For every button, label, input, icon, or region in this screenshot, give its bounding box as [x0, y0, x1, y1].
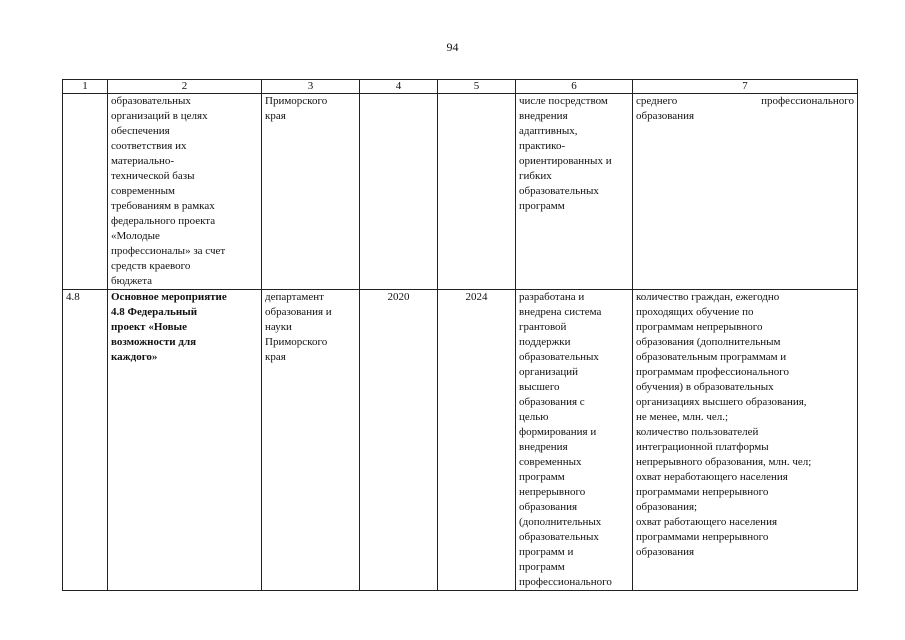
- text-line: образовательных: [519, 351, 599, 363]
- text-word: среднего: [636, 95, 678, 107]
- text-line: образовательных: [519, 531, 599, 543]
- text-line: «Молодые: [111, 230, 160, 242]
- text-line: департамент: [265, 291, 324, 303]
- measures-table: [62, 79, 858, 591]
- text-line: интеграционной платформы: [636, 441, 769, 453]
- text-line: профессионального: [519, 576, 612, 588]
- measure-name-cell: [108, 94, 262, 290]
- column-header: 4: [360, 80, 438, 94]
- text-word: профессионального: [761, 95, 854, 107]
- text-line: непрерывного образования, млн. чел;: [636, 456, 812, 468]
- text-line: адаптивных,: [519, 125, 578, 137]
- text-line: охват неработающего населения: [636, 471, 788, 483]
- column-number-row: [63, 80, 858, 94]
- text-line: бюджета: [111, 275, 153, 287]
- text-line: высшего: [519, 381, 560, 393]
- text-line: непрерывного: [519, 486, 586, 498]
- text-line: поддержки: [519, 336, 571, 348]
- text-line: программами непрерывного: [636, 486, 769, 498]
- text-line: программ: [519, 561, 565, 573]
- text-line: образовательных: [519, 185, 599, 197]
- text-line: средств краевого: [111, 260, 191, 272]
- text-line: ориентированных и: [519, 155, 612, 167]
- text-line: 4.8 Федеральный: [111, 306, 198, 318]
- text-line: программами непрерывного: [636, 531, 769, 543]
- text-line: разработана и: [519, 291, 585, 303]
- text-line: края: [265, 110, 286, 122]
- text-line: образовательным программам и: [636, 351, 787, 363]
- text-line: внедрения: [519, 110, 568, 122]
- text-line: организаций в целях: [111, 110, 208, 122]
- end-year-cell: 2024: [438, 290, 516, 591]
- text-line: современным: [111, 185, 175, 197]
- text-line: требованиям в рамках: [111, 200, 215, 212]
- column-header: 6: [516, 80, 633, 94]
- text-line: образования: [636, 110, 695, 122]
- text-line: обеспечения: [111, 125, 170, 137]
- text-line: соответствия их: [111, 140, 187, 152]
- executor-cell: [262, 94, 360, 290]
- text-line: образования: [519, 501, 578, 513]
- text-line: практико-: [519, 140, 566, 152]
- text-line: проходящих обучение по: [636, 306, 754, 318]
- text-line: не менее, млн. чел.;: [636, 411, 729, 423]
- text-line: науки: [265, 321, 292, 333]
- end-year-cell: [438, 94, 516, 290]
- text-line: числе посредством: [519, 95, 608, 107]
- column-header: 3: [262, 80, 360, 94]
- text-line: грантовой: [519, 321, 567, 333]
- text-line: Приморского: [265, 336, 328, 348]
- page-number: 94: [446, 40, 459, 54]
- text-line: федерального проекта: [111, 215, 216, 227]
- justified-line: [636, 94, 854, 109]
- text-line: технической базы: [111, 170, 195, 182]
- text-line: современных: [519, 456, 582, 468]
- text-line: количество граждан, ежегодно: [636, 291, 780, 303]
- text-line: образования с: [519, 396, 585, 408]
- text-line: программ: [519, 200, 565, 212]
- text-line: программ и: [519, 546, 574, 558]
- text-line: возможности для: [111, 336, 197, 348]
- text-line: Приморского: [265, 95, 328, 107]
- indicator-cell: [633, 290, 858, 591]
- text-line: профессионалы» за счет: [111, 245, 226, 257]
- text-line: образования и: [265, 306, 332, 318]
- indicator-cell: [633, 94, 858, 290]
- measure-name-cell: [108, 290, 262, 591]
- text-line: формирования и: [519, 426, 597, 438]
- row-number-cell: [63, 94, 108, 290]
- row-number-cell: 4.8: [63, 290, 108, 591]
- executor-cell: [262, 290, 360, 591]
- table-row-4-8: [63, 290, 858, 591]
- text-line: края: [265, 351, 286, 363]
- text-line: (дополнительных: [519, 516, 602, 528]
- text-line: каждого»: [111, 351, 158, 363]
- text-line: программам непрерывного: [636, 321, 763, 333]
- text-line: программ: [519, 471, 565, 483]
- text-line: образования;: [636, 501, 698, 513]
- column-header: 1: [63, 80, 108, 94]
- text-line: организаций: [519, 366, 579, 378]
- result-cell: [516, 94, 633, 290]
- column-header: 2: [108, 80, 262, 94]
- start-year-cell: 2020: [360, 290, 438, 591]
- text-line: обучения) в образовательных: [636, 381, 774, 393]
- column-header: 5: [438, 80, 516, 94]
- start-year-cell: [360, 94, 438, 290]
- text-line: целью: [519, 411, 549, 423]
- text-line: программам профессионального: [636, 366, 790, 378]
- column-header: 7: [633, 80, 858, 94]
- text-line: образования: [636, 546, 695, 558]
- text-line: гибких: [519, 170, 552, 182]
- result-cell: [516, 290, 633, 591]
- table-row-continued: [63, 94, 858, 290]
- text-line: организациях высшего образования,: [636, 396, 807, 408]
- text-line: образования (дополнительным: [636, 336, 781, 348]
- text-line: Основное мероприятие: [111, 291, 227, 303]
- text-line: материально-: [111, 155, 175, 167]
- text-line: образовательных: [111, 95, 191, 107]
- text-line: внедрения: [519, 441, 568, 453]
- text-line: охват работающего населения: [636, 516, 778, 528]
- text-line: количество пользователей: [636, 426, 759, 438]
- text-line: проект «Новые: [111, 321, 188, 333]
- text-line: внедрена система: [519, 306, 602, 318]
